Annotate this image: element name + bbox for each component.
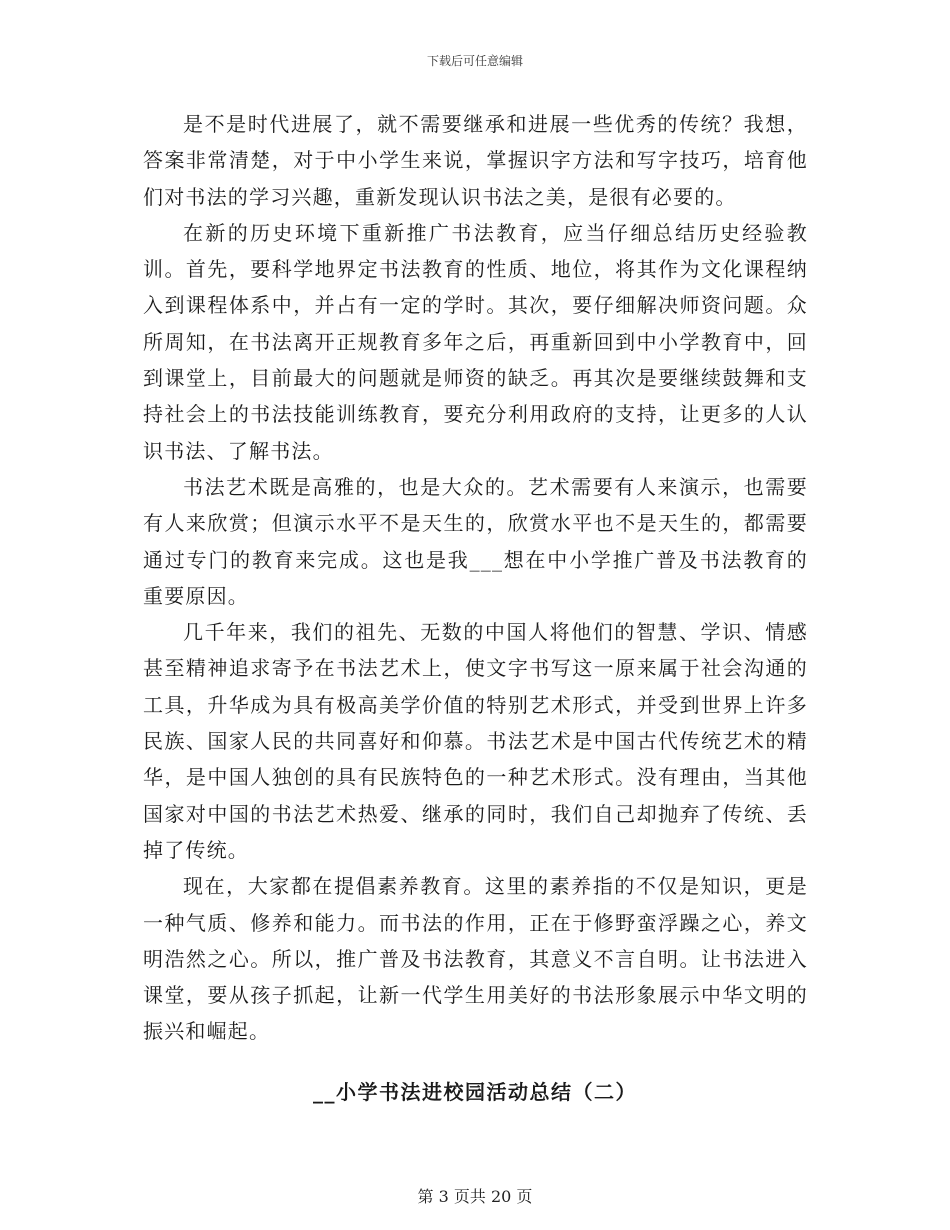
paragraph: 是不是时代进展了，就不需要继承和进展一些优秀的传统？我想，答案非常清楚，对于中小学生来说，掌握识字方法和写字技巧，培育他们对书法的学习兴趣，重新发现认识书法之美，是很有必要的。: [143, 112, 808, 209]
section-heading: __小学书法进校园活动总结（二）: [313, 1080, 637, 1104]
page-header: 下载后可任意编辑: [426, 54, 523, 68]
page-footer: 第 3 页共 20 页: [417, 1187, 533, 1206]
document-body: [143, 106, 808, 1050]
paragraph: 书法艺术既是高雅的，也是大众的。艺术需要有人来演示，也需要有人来欣赏；但演示水平不是天生的，欣赏水平也不是天生的，都需要通过专门的教育来完成。这也是我___想在中小学推广普及书法教育的重要原因。: [143, 474, 808, 608]
paragraph: 现在，大家都在提倡素养教育。这里的素养指的不仅是知识，更是一种气质、修养和能力。而书法的作用，正在于修野蛮浮躁之心，养文明浩然之心。所以，推广普及书法教育，其意义不言自明。让书法进入课堂，要从孩子抓起，让新一代学生用美好的书法形象展示中华文明的振兴和崛起。: [143, 874, 808, 1044]
paragraph: 几千年来，我们的祖先、无数的中国人将他们的智慧、学识、情感甚至精神追求寄予在书法艺术上，使文字书写这一原来属于社会沟通的工具，升华成为具有极高美学价值的特别艺术形式，并受到世界上许多民族、国家人民的共同喜好和仰慕。书法艺术是中国古代传统艺术的精华，是中国人独创的具有民族特色的一种艺术形式。没有理由，当其他国家对中国的书法艺术热爱、继承的同时，我们自己却抛弃了传统、丢掉了传统。: [143, 620, 808, 862]
paragraph: 在新的历史环境下重新推广书法教育，应当仔细总结历史经验教训。首先，要科学地界定书法教育的性质、地位，将其作为文化课程纳入到课程体系中，并占有一定的学时。其次，要仔细解决师资问题。众所周知，在书法离开正规教育多年之后，再重新回到中小学教育中，回到课堂上，目前最大的问题就是师资的缺乏。再其次是要继续鼓舞和支持社会上的书法技能训练教育，要充分利用政府的支持，让更多的人认识书法、了解书法。: [143, 220, 808, 463]
